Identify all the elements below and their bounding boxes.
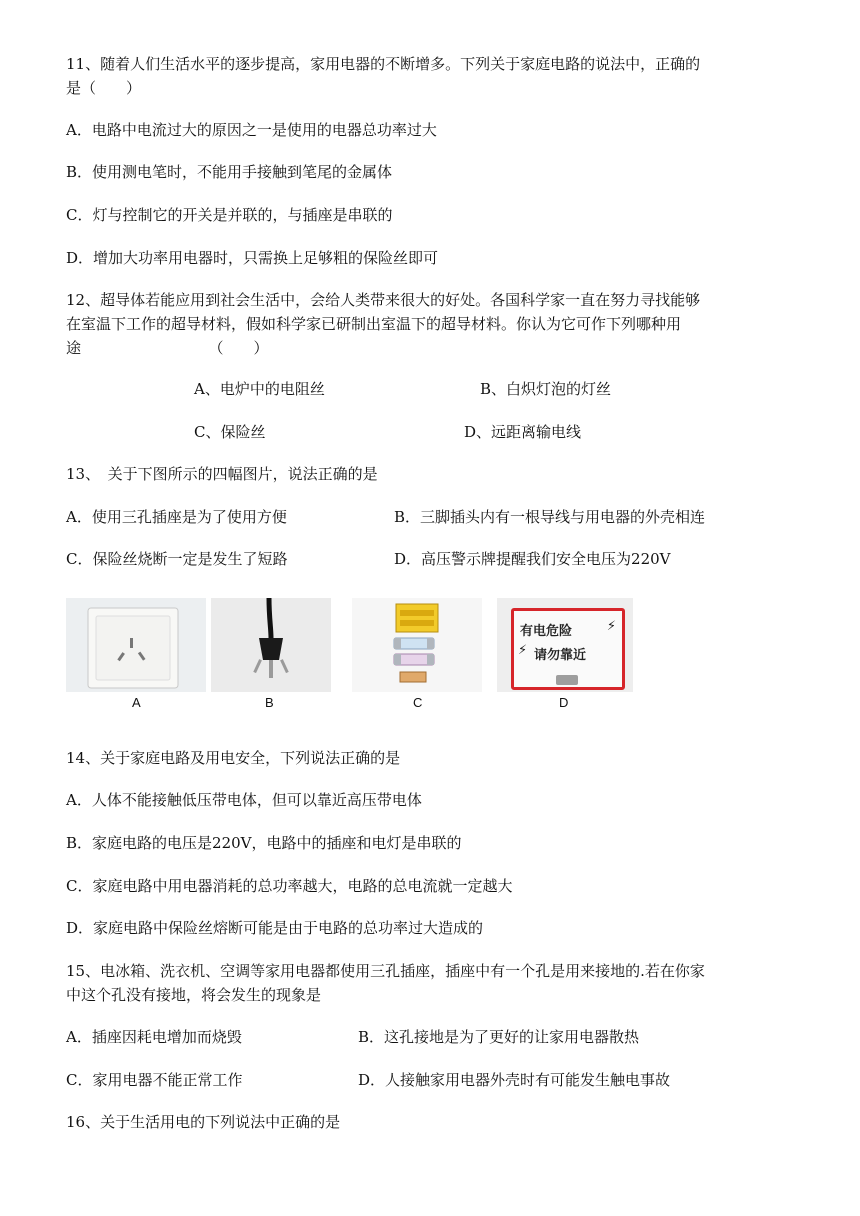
q12-stem-line2: 在室温下工作的超导材料，假如科学家已研制出室温下的超导材料。你认为它可作下列哪种用 bbox=[66, 315, 682, 333]
lightning-icon: ⚡ bbox=[518, 643, 528, 658]
q12-option-d: D、远距离输电线 bbox=[464, 423, 582, 441]
q13-option-d: D．高压警示牌提醒我们安全电压为220V bbox=[394, 550, 671, 568]
q12-stem-line1: 12、超导体若能应用到社会生活中，会给人类带来很大的好处。各国科学家一直在努力寻找能够 bbox=[66, 291, 701, 309]
q13-option-b: B．三脚插头内有一根导线与用电器的外壳相连 bbox=[394, 508, 706, 526]
q12-stem-line3: 途 （ ） bbox=[66, 339, 269, 357]
warning-sign-image bbox=[497, 598, 633, 692]
warning-sign bbox=[511, 608, 625, 690]
lightning-icon: ⚡ bbox=[606, 619, 616, 634]
sign-line1: 有电危险 bbox=[520, 624, 573, 639]
q11-option-c: C．灯与控制它的开关是并联的，与插座是串联的 bbox=[66, 206, 393, 224]
q13-option-a: A．使用三孔插座是为了使用方便 bbox=[66, 508, 287, 526]
picture-label-d: D bbox=[559, 695, 569, 710]
q14-option-d: D．家庭电路中保险丝熔断可能是由于电路的总功率过大造成的 bbox=[66, 919, 484, 937]
q15-stem-line2: 中这个孔没有接地，将会发生的现象是 bbox=[66, 986, 322, 1004]
q15-option-d: D．人接触家用电器外壳时有可能发生触电事故 bbox=[358, 1071, 671, 1089]
q12-option-c: C、保险丝 bbox=[194, 423, 266, 441]
q14-option-b: B．家庭电路的电压是220V，电路中的插座和电灯是串联的 bbox=[66, 834, 462, 852]
three-pin-plug-image bbox=[211, 598, 331, 692]
q11-option-b: B．使用测电笔时，不能用手接触到笔尾的金属体 bbox=[66, 163, 393, 181]
q14-stem: 14、关于家庭电路及用电安全，下列说法正确的是 bbox=[66, 749, 401, 767]
q11-stem-line1: 11、随着人们生活水平的逐步提高，家用电器的不断增多。下列关于家庭电路的说法中，正确的 bbox=[66, 55, 701, 73]
q12-option-a: A、电炉中的电阻丝 bbox=[194, 380, 325, 398]
picture-label-a: A bbox=[132, 695, 141, 710]
picture-label-c: C bbox=[413, 695, 423, 710]
sign-line2: 请勿靠近 bbox=[534, 648, 587, 663]
q15-stem-line1: 15、电冰箱、洗衣机、空调等家用电器都使用三孔插座，插座中有一个孔是用来接地的.若在你家 bbox=[66, 962, 705, 980]
fuses-image bbox=[352, 598, 482, 692]
q15-option-a: A．插座因耗电增加而烧毁 bbox=[66, 1028, 242, 1046]
picture-label-b: B bbox=[265, 695, 274, 710]
q16-stem: 16、关于生活用电的下列说法中正确的是 bbox=[66, 1113, 341, 1131]
q15-option-c: C．家用电器不能正常工作 bbox=[66, 1071, 243, 1089]
q14-option-a: A．人体不能接触低压带电体，但可以靠近高压带电体 bbox=[66, 791, 422, 809]
q13-option-c: C．保险丝烧断一定是发生了短路 bbox=[66, 550, 288, 568]
q11-stem-line2: 是（ ） bbox=[66, 79, 142, 97]
q11-option-a: A．电路中电流过大的原因之一是使用的电器总功率过大 bbox=[66, 121, 437, 139]
q13-stem: 13、 关于下图所示的四幅图片，说法正确的是 bbox=[66, 465, 378, 483]
q14-option-c: C．家庭电路中用电器消耗的总功率越大，电路的总电流就一定越大 bbox=[66, 877, 513, 895]
three-hole-socket-image bbox=[66, 598, 206, 692]
q12-option-b: B、白炽灯泡的灯丝 bbox=[480, 380, 612, 398]
q15-option-b: B．这孔接地是为了更好的让家用电器散热 bbox=[358, 1028, 640, 1046]
q11-option-d: D．增加大功率用电器时，只需换上足够粗的保险丝即可 bbox=[66, 249, 439, 267]
